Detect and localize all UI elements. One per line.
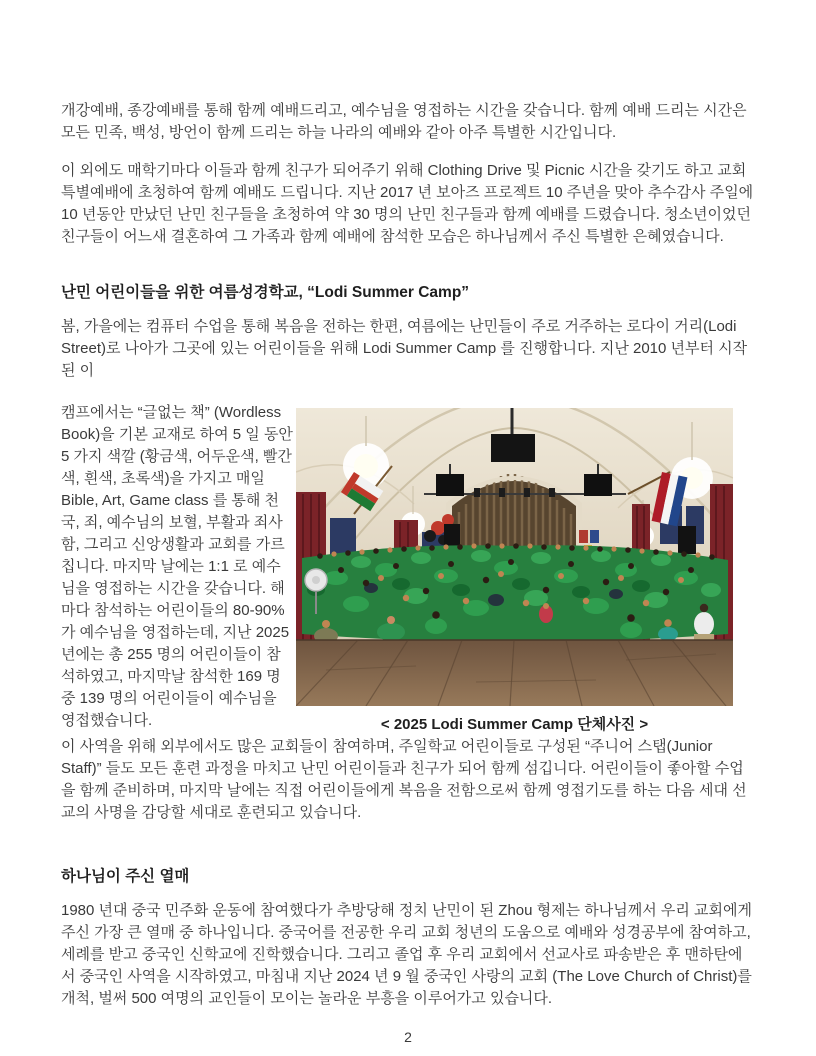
crowd: [302, 543, 728, 644]
group-photo: [296, 408, 733, 736]
photo-and-text-row: [61, 398, 755, 736]
paragraph-clothing-drive: 이 외에도 매학기마다 이들과 함께 친구가 되어주기 위해 Clothing Drive 및 Picnic 시간을 갖기도 하고 교회 특별예배에 초청하여 함께 예배도 드립니다. 지난 2017 년 보아즈 프로젝트 10 주년을 맞아 추수감사 주일에 10 년동안 만났던 난민 친구들을 초청하여 약 30 명의 난민 친구들과 함께 예배를 드렸습니다. 청소년이었던 친구들이 어느새 결혼하여 그 가족과 함께 예배에 참석한 모습은 하나님께서 주신 특별한 은혜였습니다.: [61, 162, 754, 245]
wood-floor: [296, 640, 733, 706]
heading-summer-camp: 난민 어린이들을 위한 여름성경학교, “Lodi Summer Camp”: [61, 284, 470, 301]
paragraph-camp-intro: 봄, 가을에는 컴퓨터 수업을 통해 복음을 전하는 한편, 여름에는 난민들이 주로 거주하는 로다이 거리(Lodi Street)로 나아가 그곳에 있는 어린이들을 위해 Lodi Summer Camp 를 진행합니다. 지난 2010 년부터 시작된 이: [61, 318, 748, 379]
photo-caption: < 2025 Lodi Summer Camp 단체사진 >: [380, 716, 649, 733]
paragraph-zhou: 1980 년대 중국 민주화 운동에 참여했다가 추방당해 정치 난민이 된 Zhou 형제는 하나님께서 우리 교회에게 주신 가장 큰 열매 중 하나입니다. 중국어를 전공한 우리 교회 청년의 도움으로 예배와 성경공부에 참여하고, 세례를 받고 중국인 신학교에 진학했습니다. 그리고 졸업 후 우리 교회에서 선교사로 파송받은 후 맨하탄에서 중국인 사역을 시작하였고, 마침내 지난 2024 년 9 월 중국인 사랑의 교회 (The Love Church of Christ)를 개척, 벌써 500 여명의 교인들이 모이는 놀라운 부흥을 이루어가고 있습니다.: [61, 902, 753, 1007]
paragraph-worship: 개강예배, 종강예배를 통해 함께 예배드리고, 예수님을 영접하는 시간을 갖습니다. 함께 예배 드리는 시간은 모든 민족, 백성, 방언이 함께 드리는 하늘 나라의 예배와 같아 아주 특별한 시간입니다.: [61, 102, 747, 141]
camp-details-column: 캠프에서는 “글없는 책” (Wordless Book)을 기본 교재로 하여 5 일 동안 5 가지 색깔 (황금색, 어두운색, 빨간색, 흰색, 초록색)을 가지고 매일 Bible, Art, Game class 를 통해 천국, 죄, 예수님의 보혈, 부활과 죄사함, 그리고 신앙생활과 교회를 가르칩니다. 마지막 날에는 1:1 로 예수님을 영접하는 시간을 갖습니다. 해마다 참석하는 어린이들의 80-90%가 예수님을 영접하는데, 지난 2025 년에는 총 255 명의 어린이들이 참석하였고, 마지막날 참석한 169 명 중 139 명의 어린이들이 예수님을 영접했습니다.: [61, 404, 293, 729]
heading-fruit: 하나님이 주신 열매: [61, 868, 190, 885]
page-number: 2: [404, 1029, 412, 1045]
group-photo-illustration: [296, 408, 733, 706]
paragraph-junior-staff: 이 사역을 위해 외부에서도 많은 교회들이 참여하며, 주일학교 어린이들로 구성된 “주니어 스탭(Junior Staff)” 들도 모든 훈련 과정을 마치고 난민 어린이들과 친구가 되어 함께 섬깁니다. 어린이들이 좋아할 수업을 함께 준비하며, 마지막 날에는 직접 어린이들에게 복음을 전함으로써 함께 영접기도를 하는 다음 세대 선교의 사명을 감당할 세대로 훈련되고 있습니다.: [61, 738, 747, 821]
